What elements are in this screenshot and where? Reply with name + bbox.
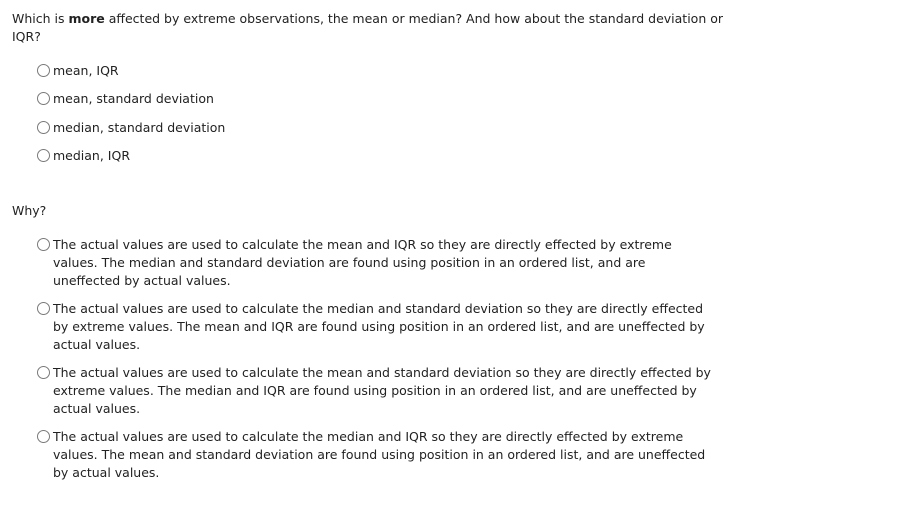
why-heading: Why? — [12, 203, 47, 218]
radio-button[interactable] — [37, 149, 50, 162]
option-median-iqr[interactable] — [37, 147, 130, 165]
why-option-1[interactable] — [37, 236, 715, 290]
question-text-end: affected by extreme observations, the mean or median? And how about the standard deviation or IQR? — [12, 11, 723, 44]
option-label: median, standard deviation — [53, 120, 226, 135]
why-option-4[interactable] — [37, 428, 715, 482]
why-option-label: The actual values are used to calculate the mean and standard deviation so they are directly effected by extreme values. The median and IQR are found using position in an ordered list, and are uneffected by actual values. — [53, 365, 711, 416]
question-text — [12, 10, 727, 46]
radio-button[interactable] — [37, 430, 50, 443]
option-mean-iqr[interactable] — [37, 62, 119, 80]
radio-button[interactable] — [37, 92, 50, 105]
why-option-2[interactable] — [37, 300, 715, 354]
option-label: mean, standard deviation — [53, 91, 214, 106]
radio-button[interactable] — [37, 238, 50, 251]
why-option-label: The actual values are used to calculate the median and IQR so they are directly effected by extreme values. The mean and standard deviation are found using position in an ordered list, and are uneffected by actual values. — [53, 429, 706, 480]
option-label: median, IQR — [53, 148, 131, 163]
why-option-3[interactable] — [37, 364, 715, 418]
option-label: mean, IQR — [53, 63, 119, 78]
radio-button[interactable] — [37, 121, 50, 134]
question-emphasis: more — [68, 11, 105, 26]
radio-button[interactable] — [37, 64, 50, 77]
radio-button[interactable] — [37, 302, 50, 315]
why-option-label: The actual values are used to calculate the median and standard deviation so they are directly effected by extreme values. The mean and IQR are found using position in an ordered list, and are uneffected by actual values. — [53, 301, 705, 352]
why-option-label: The actual values are used to calculate the mean and IQR so they are directly effected by extreme values. The median and standard deviation are found using position in an ordered list, and are uneffected by actual values. — [53, 237, 672, 288]
question-text-start: Which is — [12, 11, 69, 26]
option-mean-standard-deviation[interactable] — [37, 90, 214, 108]
radio-button[interactable] — [37, 366, 50, 379]
option-median-standard-deviation[interactable] — [37, 119, 225, 137]
